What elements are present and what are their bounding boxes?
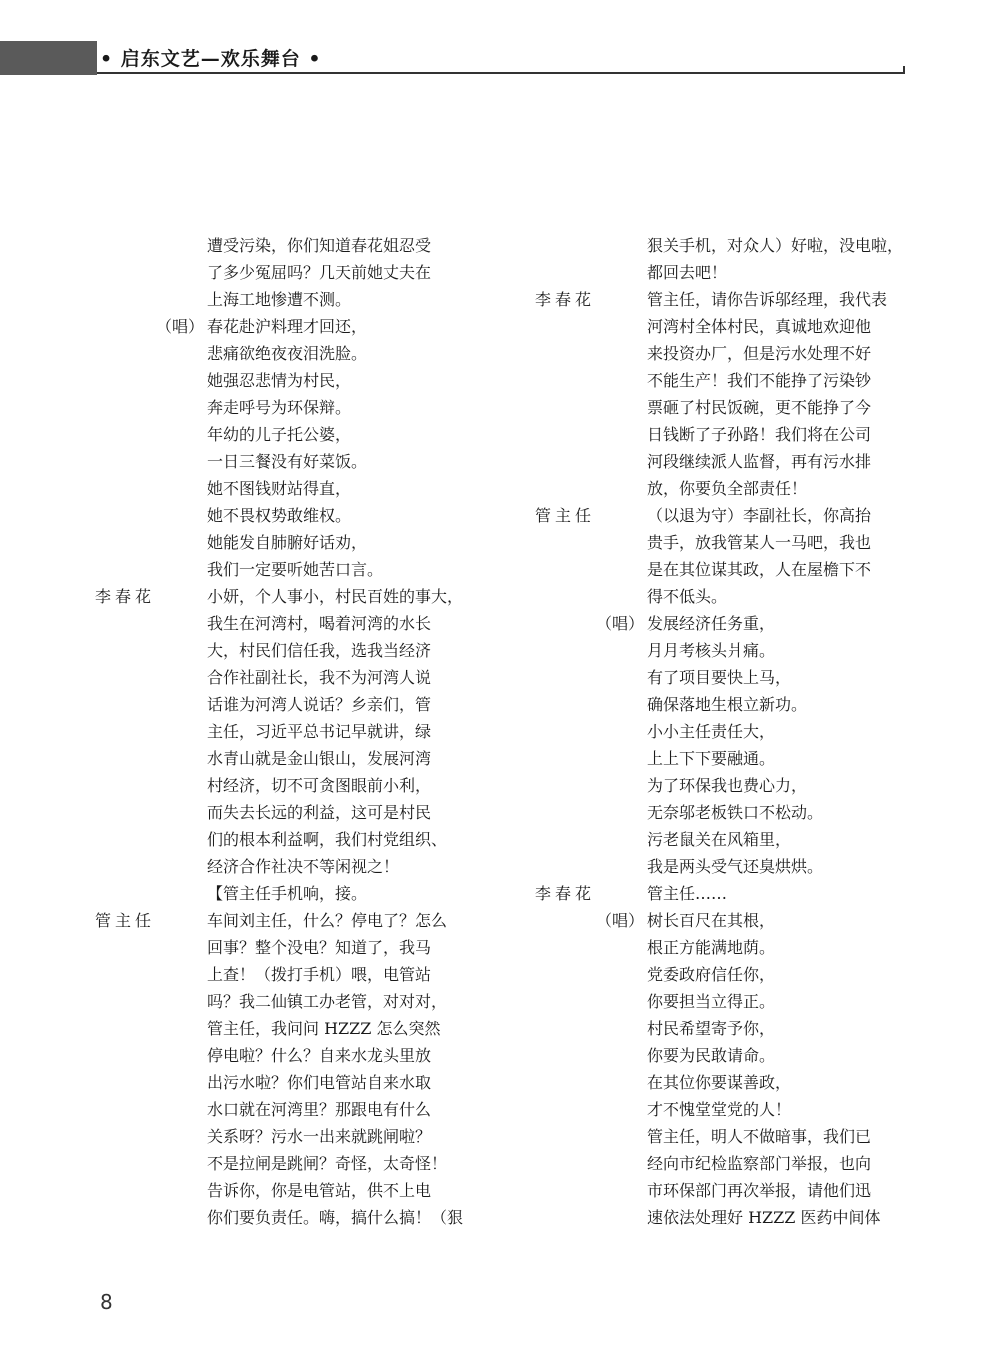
line-text: 大，村民们信任我，选我当经济 bbox=[207, 641, 432, 660]
script-line bbox=[530, 340, 950, 367]
line-text: 上查！（拨打手机）喂，电管站 bbox=[207, 965, 432, 984]
script-line bbox=[90, 988, 510, 1015]
speaker-name: 管主任 bbox=[95, 911, 156, 930]
line-text: 上海工地惨遭不测。 bbox=[207, 290, 352, 309]
line-text: 村经济，切不可贪图眼前小利， bbox=[207, 776, 432, 795]
right-column bbox=[530, 232, 950, 1231]
script-line bbox=[90, 1150, 510, 1177]
script-line bbox=[90, 502, 510, 529]
line-text: 村民希望寄予你， bbox=[647, 1019, 776, 1038]
line-text: 党委政府信任你， bbox=[647, 965, 776, 984]
line-text: 她能发自肺腑好话劝， bbox=[207, 533, 368, 552]
script-line bbox=[90, 772, 510, 799]
line-text: 无奈邬老板铁口不松动。 bbox=[647, 803, 824, 822]
line-text: 停电啦？什么？自来水龙头里放 bbox=[207, 1046, 432, 1065]
line-text: 们的根本利益啊，我们村党组织、 bbox=[207, 830, 448, 849]
script-line bbox=[90, 340, 510, 367]
script-line bbox=[90, 556, 510, 583]
line-text: 放，你要负全部责任！ bbox=[647, 479, 808, 498]
script-line bbox=[530, 502, 950, 529]
line-text: 票砸了村民饭碗，更不能挣了今 bbox=[647, 398, 872, 417]
script-line bbox=[530, 610, 950, 637]
line-text: 关系呀？污水一出来就跳闸啦？ bbox=[207, 1127, 432, 1146]
script-line bbox=[530, 907, 950, 934]
script-line bbox=[90, 1204, 510, 1231]
line-text: 回事？整个没电？知道了，我马 bbox=[207, 938, 432, 957]
script-line bbox=[530, 259, 950, 286]
line-text: 出污水啦？你们电管站自来水取 bbox=[207, 1073, 432, 1092]
script-line bbox=[530, 664, 950, 691]
script-line bbox=[530, 826, 950, 853]
line-text: 而失去长远的利益，这可是村民 bbox=[207, 803, 432, 822]
script-line bbox=[90, 313, 510, 340]
line-text: 为了环保我也费心力， bbox=[647, 776, 808, 795]
script-line bbox=[530, 637, 950, 664]
script-line bbox=[90, 1096, 510, 1123]
line-text: 来投资办厂，但是污水处理不好 bbox=[647, 344, 872, 363]
script-line bbox=[90, 448, 510, 475]
script-line bbox=[530, 529, 950, 556]
line-text: 年幼的儿子托公婆， bbox=[207, 425, 352, 444]
script-line bbox=[90, 1069, 510, 1096]
script-line bbox=[90, 664, 510, 691]
singing-cue: （唱） bbox=[596, 911, 645, 930]
line-text: 都回去吧！ bbox=[647, 263, 728, 282]
speaker-name: 李春花 bbox=[535, 884, 596, 903]
line-text: 上上下下要融通。 bbox=[647, 749, 776, 768]
line-text: 吗？我二仙镇工办老管，对对对， bbox=[207, 992, 448, 1011]
script-line bbox=[90, 880, 510, 907]
script-line bbox=[90, 961, 510, 988]
script-line bbox=[90, 367, 510, 394]
line-text: 才不愧堂堂党的人！ bbox=[647, 1100, 792, 1119]
line-text: 狠关手机，对众人）好啦，没电啦， bbox=[647, 236, 904, 255]
script-line bbox=[90, 1042, 510, 1069]
line-text: 日钱断了子孙路！我们将在公司 bbox=[647, 425, 872, 444]
left-column bbox=[90, 232, 510, 1231]
script-line bbox=[530, 421, 950, 448]
script-line bbox=[90, 1177, 510, 1204]
line-text: 管主任，明人不做暗事，我们已 bbox=[647, 1127, 872, 1146]
script-line bbox=[530, 988, 950, 1015]
speaker-name: 李春花 bbox=[95, 587, 156, 606]
line-text: 不能生产！我们不能挣了污染钞 bbox=[647, 371, 872, 390]
header-band bbox=[0, 41, 97, 75]
script-line bbox=[90, 718, 510, 745]
line-text: 水口就在河湾里？那跟电有什么 bbox=[207, 1100, 432, 1119]
script-line bbox=[90, 610, 510, 637]
line-text: 了多少冤屈吗？几天前她丈夫在 bbox=[207, 263, 432, 282]
line-text: 奔走呼号为环保辩。 bbox=[207, 398, 352, 417]
script-line bbox=[90, 907, 510, 934]
script-line bbox=[530, 394, 950, 421]
line-text: 她不畏权势敢维权。 bbox=[207, 506, 352, 525]
line-text: 悲痛欲绝夜夜泪洗脸。 bbox=[207, 344, 368, 363]
line-text: 她不图钱财站得直， bbox=[207, 479, 352, 498]
line-text: 发展经济任务重， bbox=[647, 614, 776, 633]
line-text: 你们要负责任。嗨，搞什么搞！（狠 bbox=[207, 1208, 464, 1227]
script-line bbox=[530, 772, 950, 799]
script-line bbox=[530, 286, 950, 313]
line-text: 话谁为河湾人说话？乡亲们，管 bbox=[207, 695, 432, 714]
script-line bbox=[90, 259, 510, 286]
singing-cue: （唱） bbox=[156, 317, 205, 336]
script-line bbox=[90, 1123, 510, 1150]
line-text: 管主任，我问问 HZZZ 怎么突然 bbox=[207, 1019, 441, 1038]
script-line bbox=[90, 583, 510, 610]
line-text: 经向市纪检监察部门举报，也向 bbox=[647, 1154, 872, 1173]
line-text: 不是拉闸是跳闸？奇怪，太奇怪！ bbox=[207, 1154, 448, 1173]
script-line bbox=[530, 367, 950, 394]
line-text: 管主任…… bbox=[647, 884, 728, 903]
line-text: 是在其位谋其政，人在屋檐下不 bbox=[647, 560, 872, 579]
script-line bbox=[90, 475, 510, 502]
script-line bbox=[90, 637, 510, 664]
script-line bbox=[530, 448, 950, 475]
speaker-name: 李春花 bbox=[535, 290, 596, 309]
script-line bbox=[90, 691, 510, 718]
script-line bbox=[90, 799, 510, 826]
singing-cue: （唱） bbox=[596, 614, 645, 633]
line-text: 你要担当立得正。 bbox=[647, 992, 776, 1011]
script-line bbox=[530, 1096, 950, 1123]
line-text: 春花赴沪料理才回还， bbox=[207, 317, 368, 336]
script-line bbox=[530, 961, 950, 988]
script-line bbox=[530, 745, 950, 772]
line-text: 我们一定要听她苦口言。 bbox=[207, 560, 384, 579]
line-text: 速依法处理好 HZZZ 医药中间体 bbox=[647, 1208, 881, 1227]
line-text: （以退为守）李副社长，你高抬 bbox=[647, 506, 872, 525]
line-text: 水青山就是金山银山，发展河湾 bbox=[207, 749, 432, 768]
script-line bbox=[530, 1042, 950, 1069]
script-line bbox=[530, 718, 950, 745]
script-line bbox=[530, 583, 950, 610]
script-line bbox=[90, 853, 510, 880]
line-text: 车间刘主任，什么？停电了？怎么 bbox=[207, 911, 448, 930]
script-line bbox=[530, 934, 950, 961]
line-text: 主任，习近平总书记早就讲，绿 bbox=[207, 722, 432, 741]
script-line bbox=[90, 421, 510, 448]
script-line bbox=[530, 880, 950, 907]
line-text: 我是两头受气还臭烘烘。 bbox=[647, 857, 824, 876]
line-text: 河段继续派人监督，再有污水排 bbox=[647, 452, 872, 471]
script-line bbox=[530, 799, 950, 826]
script-line bbox=[90, 745, 510, 772]
line-text: 确保落地生根立新功。 bbox=[647, 695, 808, 714]
page-number: 8 bbox=[100, 1290, 113, 1314]
line-text: 贵手，放我管某人一马吧，我也 bbox=[647, 533, 872, 552]
line-text: 根正方能满地荫。 bbox=[647, 938, 776, 957]
script-line bbox=[530, 853, 950, 880]
line-text: 一日三餐没有好菜饭。 bbox=[207, 452, 368, 471]
script-line bbox=[530, 475, 950, 502]
script-line bbox=[530, 232, 950, 259]
script-line bbox=[530, 1204, 950, 1231]
line-text: 遭受污染，你们知道春花姐忍受 bbox=[207, 236, 432, 255]
line-text: 小小主任责任大， bbox=[647, 722, 776, 741]
header-rule bbox=[97, 72, 905, 74]
line-text: 她强忍悲情为村民， bbox=[207, 371, 352, 390]
line-text: 管主任，请你告诉邬经理，我代表 bbox=[647, 290, 888, 309]
script-line bbox=[530, 556, 950, 583]
header-rule-end bbox=[903, 66, 905, 74]
script-line bbox=[530, 1015, 950, 1042]
line-text: 月月考核头爿痛。 bbox=[647, 641, 776, 660]
script-line bbox=[530, 691, 950, 718]
script-line bbox=[530, 1150, 950, 1177]
line-text: 告诉你，你是电管站，供不上电 bbox=[207, 1181, 432, 1200]
script-line bbox=[530, 313, 950, 340]
line-text: 河湾村全体村民，真诚地欢迎他 bbox=[647, 317, 872, 336]
line-text: 树长百尺在其根， bbox=[647, 911, 776, 930]
line-text: 合作社副社长，我不为河湾人说 bbox=[207, 668, 432, 687]
script-line bbox=[90, 394, 510, 421]
script-line bbox=[90, 232, 510, 259]
line-text: 【管主任手机响，接。 bbox=[207, 884, 368, 903]
line-text: 你要为民敢请命。 bbox=[647, 1046, 776, 1065]
script-line bbox=[90, 529, 510, 556]
line-text: 市环保部门再次举报，请他们迅 bbox=[647, 1181, 872, 1200]
script-line bbox=[530, 1123, 950, 1150]
script-line bbox=[530, 1177, 950, 1204]
running-header-title: • 启东文艺—欢乐舞台 • bbox=[100, 48, 322, 70]
line-text: 在其位你要谋善政， bbox=[647, 1073, 792, 1092]
line-text: 污老鼠关在风箱里， bbox=[647, 830, 792, 849]
line-text: 小妍，个人事小，村民百姓的事大， bbox=[207, 587, 464, 606]
line-text: 有了项目要快上马， bbox=[647, 668, 792, 687]
script-line bbox=[90, 934, 510, 961]
line-text: 得不低头。 bbox=[647, 587, 728, 606]
line-text: 经济合作社决不等闲视之！ bbox=[207, 857, 400, 876]
script-line bbox=[530, 1069, 950, 1096]
script-line bbox=[90, 826, 510, 853]
script-line bbox=[90, 286, 510, 313]
line-text: 我生在河湾村，喝着河湾的水长 bbox=[207, 614, 432, 633]
speaker-name: 管主任 bbox=[535, 506, 596, 525]
script-line bbox=[90, 1015, 510, 1042]
